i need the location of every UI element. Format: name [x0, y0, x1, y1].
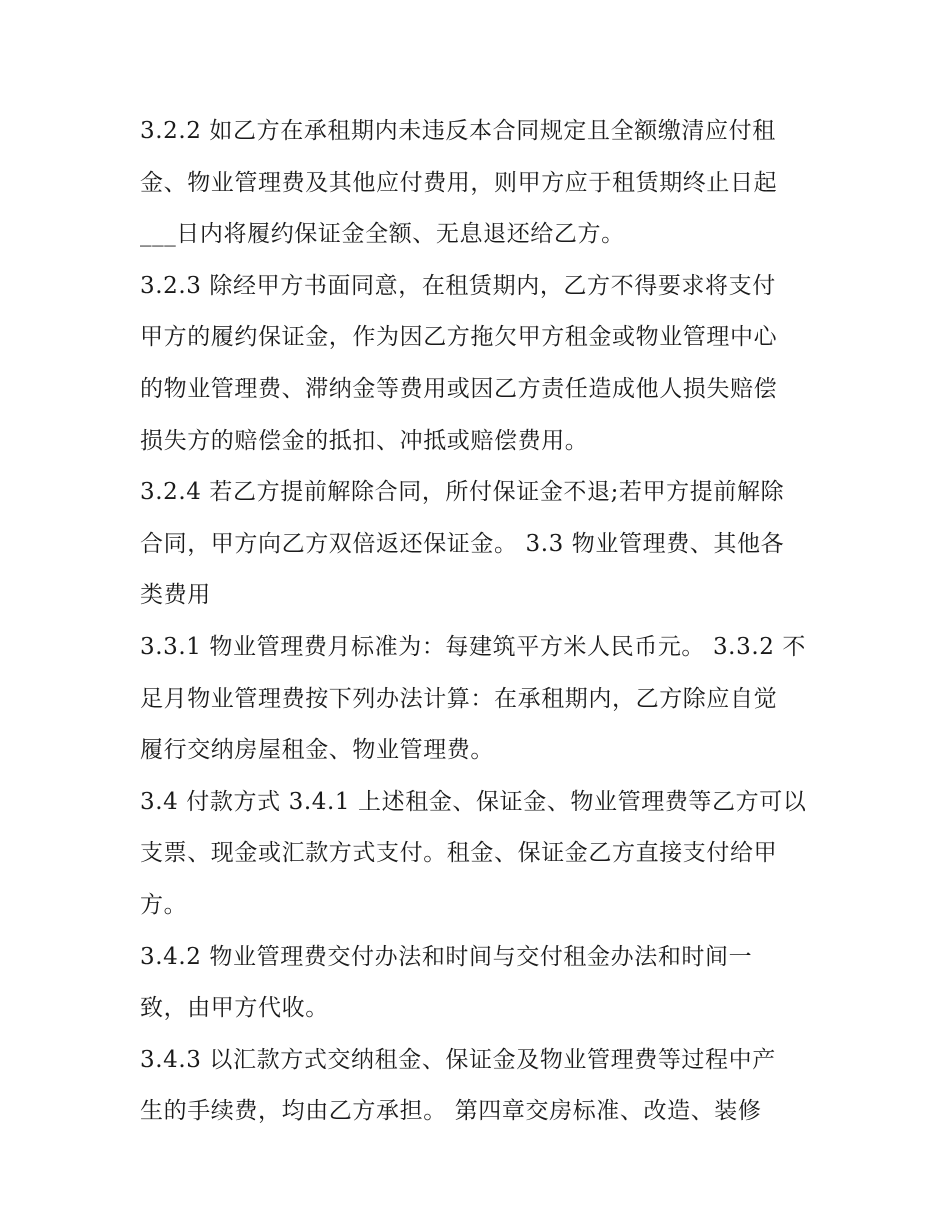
text-line: 3.2.4 若乙方提前解除合同，所付保证金不退;若甲方提前解除 [140, 479, 785, 506]
text-line: 金、物业管理费及其他应付费用，则甲方应于租赁期终止日起 [140, 169, 778, 196]
text-line: 致，由甲方代收。 [140, 995, 329, 1022]
document-body [140, 106, 820, 1138]
text-line: 类费用 [140, 582, 211, 609]
text-line: 3.2.2 如乙方在承租期内未违反本合同规定且全额缴清应付租 [140, 118, 776, 144]
text-line: 甲方的履约保证金，作为因乙方拖欠甲方租金或物业管理中心 [140, 324, 778, 351]
text-line: 支票、现金或汇款方式支付。租金、保证金乙方直接支付给甲 [140, 840, 778, 867]
text-line: 3.4.3 以汇款方式交纳租金、保证金及物业管理费等过程中产 [140, 1046, 776, 1073]
text-line: 方。 [140, 891, 188, 918]
text-line: 生的手续费，均由乙方承担。 第四章交房标准、改造、装修 [140, 1098, 762, 1125]
text-line: 3.2.3 除经甲方书面同意，在租赁期内，乙方不得要求将支付 [140, 272, 776, 299]
text-line: 3.4.2 物业管理费交付办法和时间与交付租金办法和时间一 [140, 943, 753, 970]
text-line: 3.3.1 物业管理费月标准为：每建筑平方米人民币元。 3.3.2 不 [140, 633, 806, 660]
text-line: 3.4 付款方式 3.4.1 上述租金、保证金、物业管理费等乙方可以 [140, 788, 807, 815]
text-line: 履行交纳房屋租金、物业管理费。 [140, 737, 494, 764]
text-line: 损失方的赔偿金的抵扣、冲抵或赔偿费用。 [140, 427, 589, 454]
text-line: 的物业管理费、滞纳金等费用或因乙方责任造成他人损失赔偿 [140, 375, 778, 402]
text-line: ___日内将履约保证金全额、无息退还给乙方。 [140, 221, 625, 248]
text-line: 足月物业管理费按下列办法计算：在承租期内，乙方除应自觉 [140, 685, 778, 712]
text-line: 合同，甲方向乙方双倍返还保证金。 3.3 物业管理费、其他各 [140, 530, 785, 557]
